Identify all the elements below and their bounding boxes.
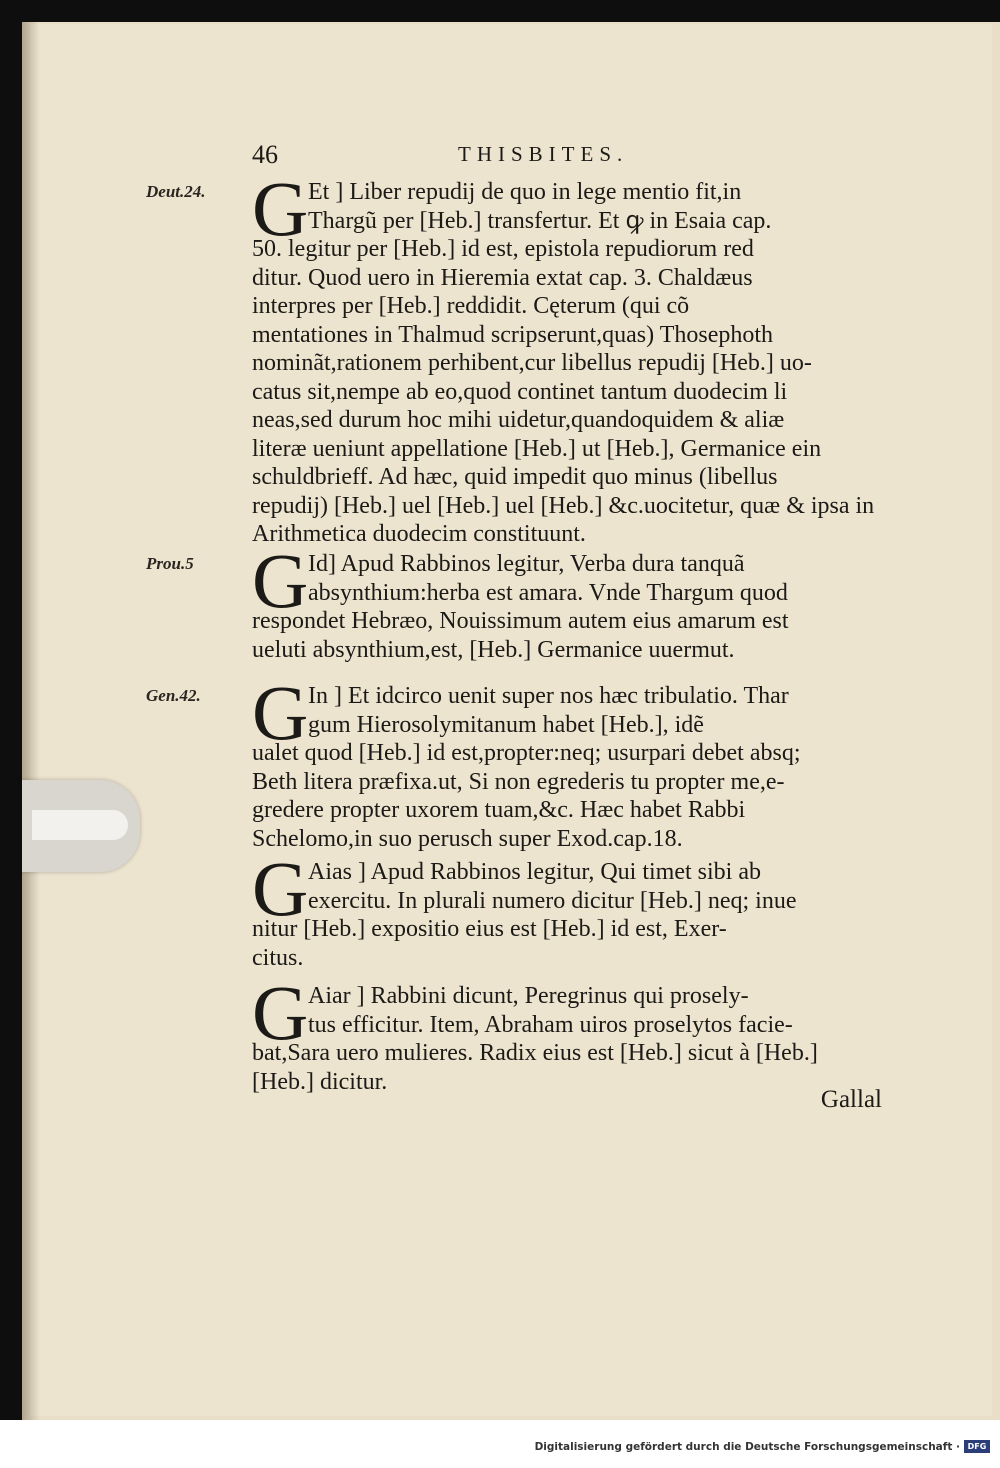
text-line: Aiar ] Rabbini dicunt, Peregrinus qui prosely- [308, 983, 749, 1009]
margin-reference: Prou.5 [146, 554, 194, 573]
text-line: Thargũ per [Heb.] transfertur. Et ꝙ in Esaia cap. [308, 207, 772, 234]
page-edge-shadow [22, 22, 40, 1420]
text-line: absynthium:herba est amara. Vnde Thargum quod [308, 579, 788, 606]
text-line: catus sit,nempe ab eo,quod continet tantum duodecim li [252, 378, 788, 405]
text-line: neas,sed durum hoc mihi uidetur,quandoquidem & aliæ [252, 407, 785, 433]
entry-text [252, 982, 888, 1096]
drop-initial: G [252, 165, 309, 252]
text-line: Id] Apud Rabbinos legitur, Verba dura tanquã [308, 551, 745, 577]
text-line: Beth litera præfixa.ut, Si non egrederis tu propter me,e- [252, 768, 785, 795]
text-line: gredere propter uxorem tuam,&c. Hæc habet Rabbi [252, 797, 746, 823]
text-line: Aias ] Apud Rabbinos legitur, Qui timet sibi ab [308, 859, 761, 885]
text-line: Schelomo,in suo perusch super Exod.cap.18. [252, 825, 683, 852]
text-line: In ] Et idcirco uenit super nos hæc tribulatio. Thar [308, 683, 789, 709]
funding-notice: Digitalisierung gefördert durch die Deutsche Forschungsgemeinschaft · [534, 1441, 960, 1453]
text-line: respondet Hebræo, Nouissimum autem eius amarum est [252, 608, 789, 634]
entry-text [252, 858, 888, 972]
text-line: Et ] Liber repudij de quo in lege mentio fit,in [308, 179, 742, 205]
running-title: THISBITES. [458, 142, 629, 166]
digitization-footer [0, 1420, 1000, 1468]
drop-initial: G [252, 669, 309, 756]
entry-text [252, 550, 888, 664]
text-line: interpres per [Heb.] reddidit. Cęterum (qui cõ [252, 293, 690, 319]
text-line: ditur. Quod uero in Hieremia extat cap. 3. Chaldæus [252, 264, 753, 291]
text-line: mentationes in Thalmud scripserunt,quas) Thosephoth [252, 321, 774, 348]
text-line: literæ ueniunt appellatione [Heb.] ut [Heb.], Germanice ein [252, 435, 822, 462]
text-line: ueluti absynthium,est, [Heb.] Germanice uuermut. [252, 636, 735, 663]
text-line: gum Hierosolymitanum habet [Heb.], idẽ [308, 711, 704, 738]
text-line: 50. legitur per [Heb.] id est, epistola repudiorum red [252, 236, 754, 262]
text-line: citus. [252, 944, 304, 971]
dfg-logo: DFG [964, 1440, 990, 1453]
text-line: nominãt,rationem perhibent,cur libellus repudij [Heb.] uo- [252, 350, 812, 376]
text-line: [Heb.] dicitur. [252, 1068, 388, 1095]
margin-reference: Deut.24. [146, 182, 206, 201]
text-line: Arithmetica duodecim constituunt. [252, 521, 586, 547]
drop-initial: G [252, 845, 309, 932]
drop-initial: G [252, 969, 309, 1056]
text-line: repudij) [Heb.] uel [Heb.] uel [Heb.] &c.uocitetur, quæ & ipsa in [252, 492, 875, 519]
text-line: ualet quod [Heb.] id est,propter:neq; usurpari debet absq; [252, 740, 801, 766]
drop-initial: G [252, 537, 309, 624]
catchword: Gallal [820, 1086, 882, 1113]
entry-text [252, 682, 888, 853]
text-line: schuldbrieff. Ad hæc, quid impedit quo minus (libellus [252, 464, 778, 490]
page-number: 46 [252, 140, 278, 169]
text-line: nitur [Heb.] expositio eius est [Heb.] id est, Exer- [252, 916, 727, 942]
page-clip-tab [22, 780, 140, 872]
page-header [0, 140, 1000, 170]
text-line: tus efficitur. Item, Abraham uiros proselytos facie- [308, 1011, 793, 1038]
text-line: exercitu. In plurali numero dicitur [Heb.] neq; inue [308, 887, 797, 914]
text-line: bat,Sara uero mulieres. Radix eius est [Heb.] sicut à [Heb.] [252, 1040, 818, 1066]
margin-reference: Gen.42. [146, 686, 201, 705]
entry-text [252, 178, 888, 549]
